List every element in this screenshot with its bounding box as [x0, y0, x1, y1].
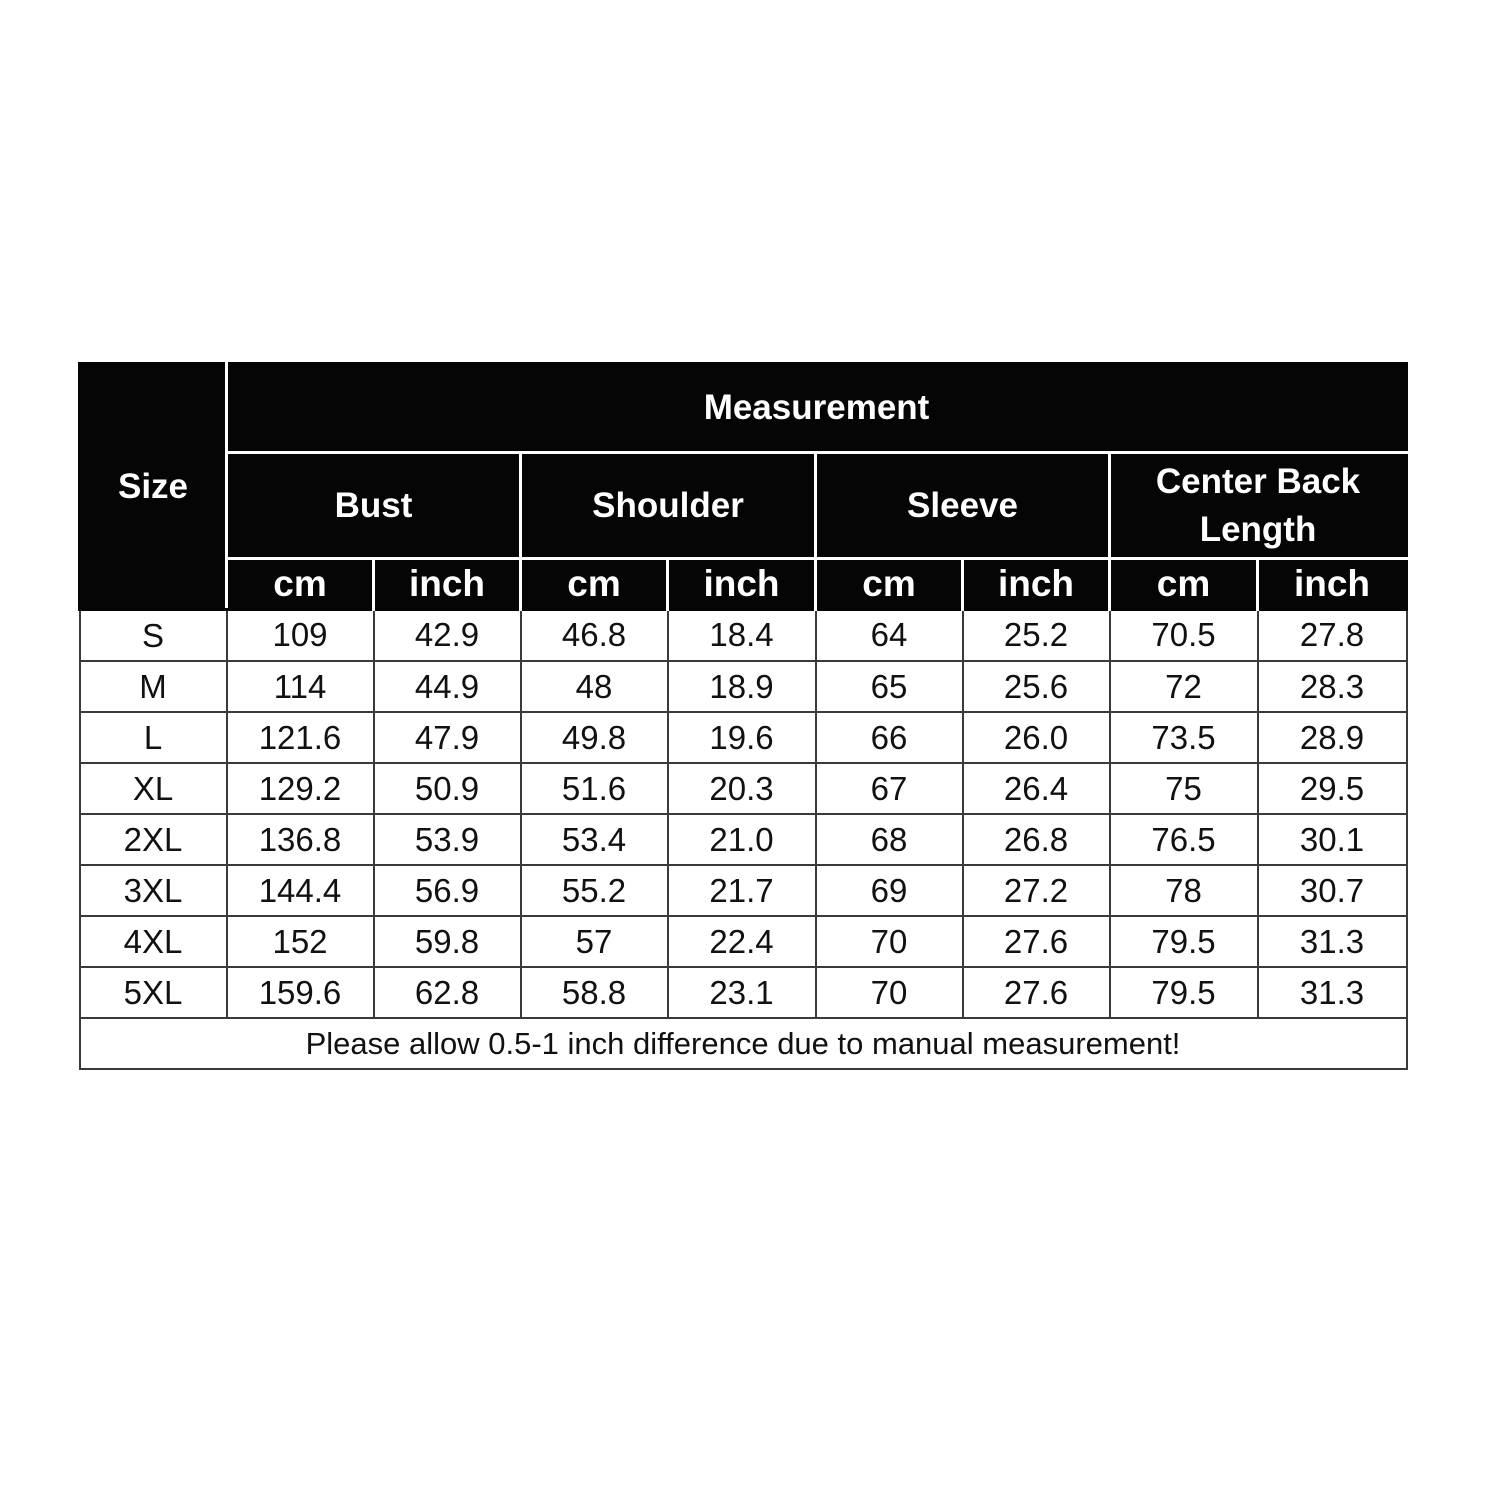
table-row: [80, 763, 1407, 814]
group-header-sleeve: Sleeve: [816, 453, 1110, 559]
value-cell: 64: [816, 610, 963, 662]
value-cell: 78: [1110, 865, 1258, 916]
group-header-shoulder: Shoulder: [521, 453, 816, 559]
size-cell: 3XL: [80, 865, 227, 916]
value-cell: 57: [521, 916, 668, 967]
size-header: Size: [80, 364, 227, 610]
group-header-center-back-length: Center Back Length: [1110, 453, 1407, 559]
value-cell: 29.5: [1258, 763, 1407, 814]
table-body: [80, 610, 1407, 1070]
value-cell: 18.4: [668, 610, 816, 662]
unit-header: inch: [1258, 559, 1407, 610]
value-cell: 26.8: [963, 814, 1110, 865]
value-cell: 58.8: [521, 967, 668, 1018]
value-cell: 59.8: [374, 916, 521, 967]
value-cell: 73.5: [1110, 712, 1258, 763]
value-cell: 144.4: [227, 865, 374, 916]
value-cell: 75: [1110, 763, 1258, 814]
value-cell: 70: [816, 967, 963, 1018]
table-row: [80, 865, 1407, 916]
size-cell: XL: [80, 763, 227, 814]
value-cell: 46.8: [521, 610, 668, 662]
value-cell: 79.5: [1110, 916, 1258, 967]
value-cell: 70: [816, 916, 963, 967]
value-cell: 55.2: [521, 865, 668, 916]
value-cell: 42.9: [374, 610, 521, 662]
value-cell: 22.4: [668, 916, 816, 967]
value-cell: 30.1: [1258, 814, 1407, 865]
value-cell: 65: [816, 661, 963, 712]
table-row: [80, 814, 1407, 865]
unit-header: cm: [521, 559, 668, 610]
value-cell: 26.0: [963, 712, 1110, 763]
value-cell: 27.2: [963, 865, 1110, 916]
unit-header: inch: [668, 559, 816, 610]
size-cell: L: [80, 712, 227, 763]
unit-header: inch: [963, 559, 1110, 610]
value-cell: 47.9: [374, 712, 521, 763]
table-row: [80, 610, 1407, 662]
value-cell: 28.3: [1258, 661, 1407, 712]
value-cell: 21.7: [668, 865, 816, 916]
size-cell: M: [80, 661, 227, 712]
unit-header: cm: [227, 559, 374, 610]
value-cell: 23.1: [668, 967, 816, 1018]
unit-header: cm: [816, 559, 963, 610]
value-cell: 30.7: [1258, 865, 1407, 916]
size-chart-table: [78, 362, 1408, 1070]
value-cell: 44.9: [374, 661, 521, 712]
value-cell: 70.5: [1110, 610, 1258, 662]
value-cell: 79.5: [1110, 967, 1258, 1018]
note-row: [80, 1018, 1407, 1069]
value-cell: 27.6: [963, 916, 1110, 967]
value-cell: 114: [227, 661, 374, 712]
value-cell: 25.2: [963, 610, 1110, 662]
size-cell: S: [80, 610, 227, 662]
value-cell: 28.9: [1258, 712, 1407, 763]
value-cell: 18.9: [668, 661, 816, 712]
value-cell: 53.4: [521, 814, 668, 865]
value-cell: 109: [227, 610, 374, 662]
value-cell: 19.6: [668, 712, 816, 763]
measurement-header: Measurement: [227, 364, 1407, 453]
value-cell: 76.5: [1110, 814, 1258, 865]
value-cell: 159.6: [227, 967, 374, 1018]
value-cell: 66: [816, 712, 963, 763]
value-cell: 48: [521, 661, 668, 712]
value-cell: 49.8: [521, 712, 668, 763]
measurement-note: Please allow 0.5-1 inch difference due to manual measurement!: [80, 1018, 1407, 1069]
value-cell: 136.8: [227, 814, 374, 865]
group-header-bust: Bust: [227, 453, 521, 559]
table-row: [80, 661, 1407, 712]
table-row: [80, 967, 1407, 1018]
value-cell: 53.9: [374, 814, 521, 865]
unit-header: cm: [1110, 559, 1258, 610]
value-cell: 62.8: [374, 967, 521, 1018]
value-cell: 69: [816, 865, 963, 916]
size-cell: 5XL: [80, 967, 227, 1018]
value-cell: 27.8: [1258, 610, 1407, 662]
size-cell: 2XL: [80, 814, 227, 865]
value-cell: 27.6: [963, 967, 1110, 1018]
value-cell: 152: [227, 916, 374, 967]
table-header: [80, 364, 1407, 610]
unit-header: inch: [374, 559, 521, 610]
value-cell: 129.2: [227, 763, 374, 814]
value-cell: 50.9: [374, 763, 521, 814]
value-cell: 31.3: [1258, 967, 1407, 1018]
table-row: [80, 916, 1407, 967]
value-cell: 25.6: [963, 661, 1110, 712]
value-cell: 56.9: [374, 865, 521, 916]
value-cell: 72: [1110, 661, 1258, 712]
value-cell: 68: [816, 814, 963, 865]
value-cell: 67: [816, 763, 963, 814]
size-cell: 4XL: [80, 916, 227, 967]
value-cell: 20.3: [668, 763, 816, 814]
table-row: [80, 712, 1407, 763]
value-cell: 51.6: [521, 763, 668, 814]
value-cell: 31.3: [1258, 916, 1407, 967]
value-cell: 121.6: [227, 712, 374, 763]
value-cell: 26.4: [963, 763, 1110, 814]
value-cell: 21.0: [668, 814, 816, 865]
